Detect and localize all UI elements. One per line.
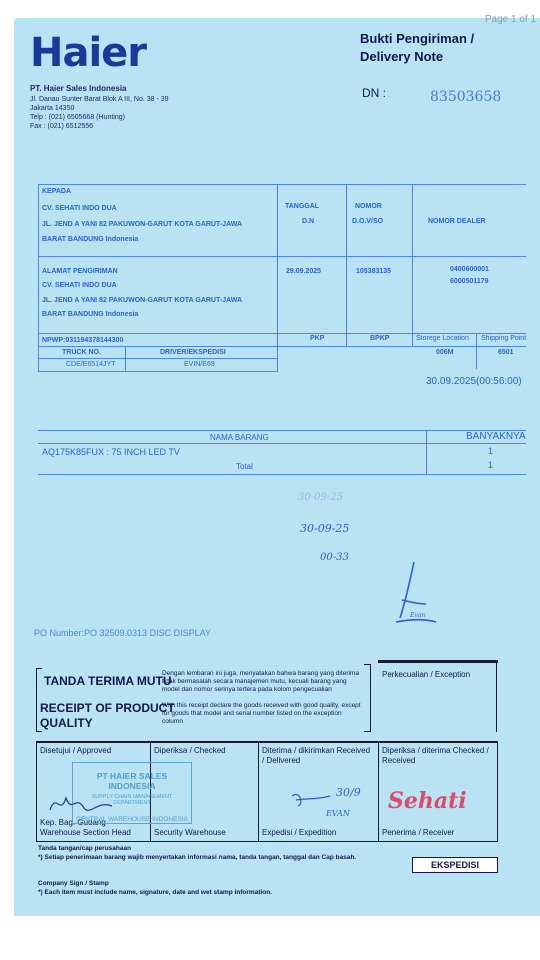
dn-col-label: D.N: [302, 218, 315, 225]
stamp-line1: PT HAIER SALES INDONESIA: [96, 771, 168, 791]
dn-number: 83503658: [430, 89, 502, 105]
kep-bag-gudang-label: Kep. Bag. Gudang: [40, 818, 106, 827]
stamp-line3: CENTRAL WAREHOUSE INDONESIA: [76, 816, 188, 823]
sig-grid-div2: [258, 741, 259, 841]
ship-to-name: CV. SEHATI INDO DUA: [42, 282, 117, 289]
signature-note: Evan: [410, 612, 426, 619]
footer-note-en: *) Each item must include name, signature, date and wet stamp information.: [38, 889, 273, 896]
phone-line: Telp : (021) 6505668 (Hunting): [30, 114, 125, 121]
approver-signature: [46, 786, 116, 822]
received-delivered-label: Diterima / dikirimkan Received / Delivered: [262, 746, 371, 765]
title-line-en: Delivery Note: [360, 49, 444, 64]
print-timestamp: 30.09.2025(00:56:00): [426, 376, 522, 387]
nama-barang-label: NAMA BARANG: [210, 433, 269, 442]
checked-received-label: Diperiksa / diterima Checked / Received: [382, 746, 489, 765]
truck-col-divider: [125, 346, 126, 371]
item-row-qty: 1: [488, 446, 494, 456]
handwritten-date: 30-09-25: [300, 522, 350, 535]
tanda-tangan-label: Tanda tangan/cap perusahaan: [38, 845, 132, 852]
storage-location-value: 006M: [436, 349, 454, 356]
expedisi-label: Expedisi / Expedition: [262, 828, 337, 837]
nomor-label: NOMOR: [355, 203, 382, 210]
checked-label: Diperiksa / Checked: [154, 746, 226, 755]
alamat-pengiriman-label: ALAMAT PENGIRIMAN: [42, 268, 118, 275]
exception-label: Perkecualian / Exception: [382, 670, 471, 679]
receipt-text-id: Dengan lembaran ini juga, menyatakan bahwa barang yang diterima tidak bermasalah secara manajemen mutu, kecuali barang yang model dan nomor serinya tertera pada kolom pengecualian: [162, 670, 359, 693]
ship-col-divider4: [476, 333, 477, 369]
date-value: 29.09.2025: [286, 268, 322, 275]
handwritten-signature: [392, 560, 442, 630]
items-header-border: [38, 443, 526, 444]
receipt-text-en: With this receipt declare the goods received with good quality, except for goods that model and serial number listed on the exception column: [162, 702, 361, 725]
ship-table-left-border: [38, 184, 39, 372]
receipt-right-bracket: [370, 664, 371, 732]
do-label: D.O.V/SO: [352, 218, 384, 225]
haier-logo: Haier: [30, 30, 147, 76]
receipt-right-bracket-top: [364, 664, 370, 665]
receipt-of-product-title: RECEIPT OF PRODUCT: [40, 701, 175, 715]
receipt-left-bracket-top: [36, 668, 42, 669]
approved-label: Disetujui / Approved: [40, 746, 112, 755]
truck-no-label: TRUCK NO.: [62, 349, 101, 356]
driver-value: EVIN/E69: [184, 361, 215, 368]
npwp-value: NPWP:031194378144300: [42, 337, 124, 344]
sig-grid-div3: [378, 741, 379, 841]
ship-col-divider1: [277, 184, 278, 372]
exception-right-border: [496, 662, 497, 732]
customer-address-line1: JL. JEND A YANI 82 PAKUWON-GARUT KOTA GARUT-JAWA: [42, 221, 243, 228]
total-label: Total: [236, 462, 253, 471]
items-bottom-border: [38, 474, 526, 475]
shipping-point-value: 6501: [498, 349, 514, 356]
receipt-left-bracket-bottom: [36, 731, 42, 732]
ship-to-address-line2: BARAT BANDUNG Indonesia: [42, 311, 139, 318]
customer-name: CV. SEHATI INDO DUA: [42, 205, 117, 212]
company-sign-label: Company Sign / Stamp: [38, 880, 109, 887]
sig-grid-top: [36, 741, 498, 743]
kepada-label: KEPADA: [42, 188, 72, 195]
ship-table-truck-row-border: [38, 358, 278, 359]
ship-table-truck-border: [38, 346, 526, 347]
title-line-id: Bukti Pengiriman /: [360, 31, 475, 46]
tanda-terima-mutu-title: TANDA TERIMA MUTU: [44, 674, 172, 688]
fax-line: Fax : (021) 6512556: [30, 123, 94, 130]
receipt-left-bracket: [36, 668, 37, 732]
customer-address-line2: BARAT BANDUNG Indonesia: [42, 236, 139, 243]
dn-label: DN :: [362, 86, 386, 100]
ship-table-mid-border: [38, 256, 526, 257]
po-number: PO Number:PO 32509.0313 DISC DISPLAY: [34, 628, 211, 638]
sig-grid-bottom: [36, 841, 498, 842]
address-line1: Jl. Danau Sunter Barat Blok A III, No. 38 - 39: [30, 96, 169, 103]
document-title: [360, 30, 474, 66]
company-address: [30, 95, 169, 131]
handwritten-date-faint: 30-09-25: [298, 492, 343, 503]
dealer-value1: 0400600001: [450, 266, 489, 273]
handwritten-sender-name: EVAN: [326, 809, 350, 818]
driver-label: DRIVER/EKSPEDISI: [160, 349, 226, 356]
copy-label-box: EKSPEDISI: [412, 857, 498, 873]
items-top-border: [38, 430, 526, 431]
page-label: Page 1 of 1: [484, 14, 536, 25]
ship-to-address-line1: JL. JEND A YANI 82 PAKUWON-GARUT KOTA GARUT-JAWA: [42, 297, 243, 304]
handwritten-time: 00-33: [320, 552, 349, 563]
security-warehouse-label: Security Warehouse: [154, 828, 226, 837]
shipping-point-label: Shipping Point: [481, 335, 527, 342]
ship-table-npwp-border: [38, 333, 526, 334]
dealer-value2: 6000501179: [450, 278, 489, 285]
quality-title: QUALITY: [40, 716, 93, 730]
total-value: 1: [488, 460, 494, 470]
pkp-label: PKP: [310, 335, 325, 342]
receiver-stamp: Sehati: [388, 788, 467, 814]
ship-table-bottom-border: [38, 371, 278, 372]
penerima-label: Penerima / Receiver: [382, 828, 455, 837]
items-qty-divider: [426, 430, 427, 475]
warehouse-section-head-label: Warehouse Section Head: [40, 828, 131, 837]
nomor-dealer-label: NOMOR DEALER: [428, 218, 486, 225]
receipt-top-bar: [378, 660, 498, 663]
bpkp-label: BPKP: [370, 335, 390, 342]
company-name: PT. Haier Sales Indonesia: [30, 84, 127, 93]
receipt-right-bracket-bottom: [364, 731, 370, 732]
address-line2: Jakarta 14350: [30, 105, 75, 112]
banyaknya-label: BANYAKNYA: [466, 431, 526, 442]
footer-note-id: *) Setiap penerimaan barang wajib menyertakan informasi nama, tanda tangan, tanggal dan Cap basah.: [38, 854, 357, 861]
item-row-name: AQ175K85FUX : 75 INCH LED TV: [42, 447, 180, 457]
ship-col-divider2: [346, 184, 347, 347]
stamp-line2: SUPPLY CHAIN MANAGEMENT DEPARTMENT: [91, 794, 173, 806]
truck-no-value: CDE/E6514JYT: [66, 361, 116, 368]
do-value: 105383135: [356, 268, 392, 275]
ship-table-top-border: [38, 184, 526, 185]
sig-grid-left: [36, 741, 37, 841]
ship-col-divider3: [412, 184, 413, 347]
tanggal-label: TANGGAL: [285, 203, 320, 210]
handwritten-receive-date: 30/9: [336, 786, 361, 799]
storage-location-label: Storege Location: [416, 335, 469, 342]
sig-grid-right: [497, 741, 498, 841]
